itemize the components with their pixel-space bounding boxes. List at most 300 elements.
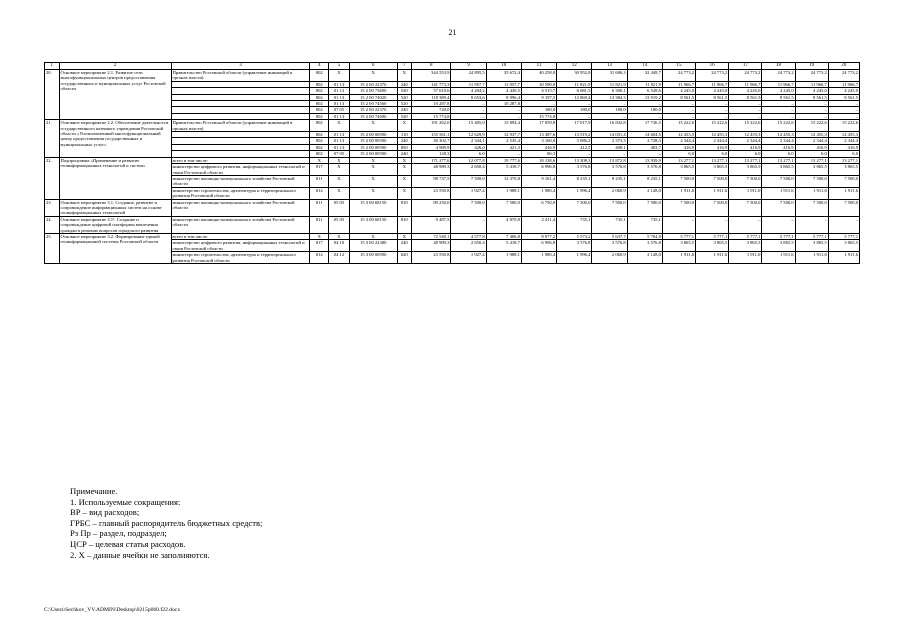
amount-cell: 416,9: [729, 144, 762, 150]
amount-cell: 3 865,5: [795, 164, 828, 176]
amount-cell: 720,0: [412, 107, 451, 113]
column-number-cell: 2: [59, 63, 171, 70]
amount-cell: 13 277,1: [795, 157, 828, 163]
amount-cell: –: [762, 216, 795, 233]
amount-cell: 6 300,1: [592, 88, 627, 94]
amount-cell: 12 455,3: [828, 132, 859, 138]
amount-cell: 4 989,9: [412, 144, 451, 150]
amount-cell: 10 287,8: [486, 101, 521, 107]
code-cell: 110: [397, 132, 412, 138]
code-cell: X: [349, 157, 397, 163]
amount-cell: –: [592, 101, 627, 107]
code-cell: X: [310, 157, 329, 163]
amount-cell: 35 672,4: [486, 70, 521, 82]
amount-cell: 8 561,5: [662, 94, 695, 100]
amount-cell: 18 138,6: [521, 157, 556, 163]
note-line: 1. Используемые сокращения:: [70, 496, 181, 507]
amount-cell: 8 996,4: [486, 94, 521, 100]
row-number: 22.: [45, 157, 60, 199]
code-cell: X: [397, 175, 412, 187]
amount-cell: 7 500,0: [696, 199, 729, 216]
amount-cell: 4 284,2: [451, 88, 486, 94]
amount-cell: 32 449,7: [627, 70, 662, 82]
code-cell: 15 2 00 74560: [349, 101, 397, 107]
amount-cell: 2 650,4: [451, 240, 486, 252]
amount-cell: 2 344,1: [451, 138, 486, 144]
amount-cell: 31 686,3: [592, 70, 627, 82]
amount-cell: 7 500,0: [451, 175, 486, 187]
amount-cell: 7 500,0: [762, 175, 795, 187]
amount-cell: 15 222,6: [762, 120, 795, 132]
amount-cell: 15 222,6: [729, 120, 762, 132]
amount-cell: –: [762, 101, 795, 107]
amount-cell: 3 865,5: [762, 164, 795, 176]
column-number-cell: 17: [729, 63, 762, 70]
amount-cell: 1 988,1: [486, 187, 521, 199]
amount-cell: 1 996,4: [557, 252, 592, 264]
amount-cell: 5 418,7: [486, 164, 521, 176]
amount-cell: 6 750,0: [521, 199, 556, 216]
code-cell: 01 13: [329, 101, 350, 107]
column-number-cell: 3: [171, 63, 310, 70]
budget-table: [44, 62, 860, 264]
amount-cell: 4 430,5: [486, 88, 521, 94]
amount-cell: 13 277,1: [696, 157, 729, 163]
amount-cell: 2 060,9: [592, 187, 627, 199]
row-number: 24.: [45, 216, 60, 233]
amount-cell: 12 370,8: [486, 175, 521, 187]
notes-block: [70, 486, 262, 560]
code-cell: X: [397, 120, 412, 132]
amount-cell: –: [729, 216, 762, 233]
amount-cell: 3 865,5: [696, 240, 729, 252]
amount-cell: 416,9: [696, 144, 729, 150]
amount-cell: 8 561,5: [729, 94, 762, 100]
amount-cell: 3 576,8: [627, 164, 662, 176]
amount-cell: 8 653,6: [451, 94, 486, 100]
amount-cell: 3 865,5: [828, 164, 859, 176]
amount-cell: 12 869,4: [557, 94, 592, 100]
executor-cell: всего в том числе:: [171, 233, 310, 239]
amount-cell: 8 977,2: [521, 233, 556, 239]
amount-cell: –: [451, 113, 486, 119]
code-cell: 802: [310, 138, 329, 144]
amount-cell: 408,1: [592, 144, 627, 150]
amount-cell: 11 966,7: [762, 81, 795, 87]
program-name: Подпрограмма «Применение и развитие геоинформационных технологий и систем»: [59, 157, 171, 199]
amount-cell: 7 500,0: [828, 199, 859, 216]
amount-cell: 1 911,6: [795, 252, 828, 264]
amount-cell: 23 550,8: [412, 252, 451, 264]
amount-cell: 14 604,5: [627, 132, 662, 138]
code-cell: X: [397, 70, 412, 82]
code-cell: 817: [310, 164, 329, 176]
amount-cell: 3 865,5: [729, 240, 762, 252]
amount-cell: –: [828, 216, 859, 233]
code-cell: X: [349, 187, 397, 199]
amount-cell: –: [729, 101, 762, 107]
amount-cell: 13 384,3: [592, 94, 627, 100]
amount-cell: 48 989,3: [412, 240, 451, 252]
amount-cell: –: [662, 216, 695, 233]
table-row: [45, 199, 860, 216]
program-name: Основное мероприятие 2.1. Развитие сети многофункциональных центров предоставления государственных и муниципальных услуг Ростовской области: [59, 70, 171, 120]
executor-cell: министерство цифрового развития, информационных технологий и связи Ростовской области: [171, 164, 310, 176]
column-number-cell: 15: [662, 63, 695, 70]
amount-cell: 5 777,1: [696, 233, 729, 239]
amount-cell: 12 455,3: [696, 132, 729, 138]
code-cell: 620: [397, 252, 412, 264]
amount-cell: –: [795, 113, 828, 119]
code-cell: 240: [397, 240, 412, 252]
row-number: 23.: [45, 199, 60, 216]
code-cell: 07 05: [329, 151, 350, 157]
amount-cell: –: [451, 216, 486, 233]
amount-cell: 40 258,0: [521, 70, 556, 82]
amount-cell: 12 455,3: [762, 132, 795, 138]
amount-cell: 8 235,1: [557, 175, 592, 187]
amount-cell: 2 060,9: [592, 252, 627, 264]
amount-cell: 11 821,9: [592, 81, 627, 87]
row-number: 21.: [45, 120, 60, 157]
amount-cell: 6 081,5: [557, 88, 592, 94]
amount-cell: 11 966,7: [828, 81, 859, 87]
amount-cell: 6,0: [696, 151, 729, 157]
amount-cell: 24 773,2: [795, 70, 828, 82]
amount-cell: 421,3: [486, 144, 521, 150]
amount-cell: –: [696, 113, 729, 119]
amount-cell: 11 821,9: [627, 81, 662, 87]
code-cell: 05 05: [329, 199, 350, 216]
amount-cell: –: [662, 101, 695, 107]
amount-cell: 7 500,0: [627, 199, 662, 216]
amount-cell: 98 737,5: [412, 175, 451, 187]
amount-cell: 6 528,6: [627, 88, 662, 94]
row-number: 20.: [45, 70, 60, 120]
amount-cell: 7 500,0: [729, 175, 762, 187]
amount-cell: 2 344,4: [828, 138, 859, 144]
column-number-cell: 10: [486, 63, 521, 70]
amount-cell: 24 773,2: [762, 70, 795, 82]
code-cell: 01 13: [329, 88, 350, 94]
code-cell: X: [349, 70, 397, 82]
code-cell: X: [397, 187, 412, 199]
amount-cell: 4 870,8: [486, 216, 521, 233]
amount-cell: 23 550,8: [412, 187, 451, 199]
amount-cell: 180,0: [592, 107, 627, 113]
amount-cell: 11 821,9: [557, 81, 592, 87]
amount-cell: 2 344,4: [762, 138, 795, 144]
amount-cell: 9 161,4: [521, 175, 556, 187]
code-cell: 802: [310, 81, 329, 87]
executor-cell: министерство строительства, архитектуры и территориального развития Ростовской области: [171, 252, 310, 264]
code-cell: 812: [310, 252, 329, 264]
amount-cell: 7 500,0: [828, 175, 859, 187]
amount-cell: 16 832,8: [592, 120, 627, 132]
amount-cell: 5 777,1: [729, 233, 762, 239]
amount-cell: 128,3: [412, 151, 451, 157]
amount-cell: –: [795, 107, 828, 113]
amount-cell: 3 160,0: [521, 138, 556, 144]
amount-cell: 412,5: [557, 144, 592, 150]
code-cell: 520: [397, 113, 412, 119]
amount-cell: 2 535,4: [486, 138, 521, 144]
amount-cell: 4 245,0: [795, 88, 828, 94]
code-cell: 811: [310, 175, 329, 187]
code-cell: 240: [397, 107, 412, 113]
code-cell: 520: [397, 88, 412, 94]
page-number: 21: [448, 28, 457, 37]
code-cell: X: [310, 233, 329, 239]
amount-cell: 12 937,7: [486, 132, 521, 138]
code-cell: 15 2 00 00590: [349, 144, 397, 150]
executor-cell: Правительство Ростовской области (управление инноваций в органах власти): [171, 70, 310, 82]
executor-cell: Правительство Ростовской области (управление инноваций в органах власти): [171, 120, 310, 132]
amount-cell: –: [451, 101, 486, 107]
amount-cell: 6,0: [451, 151, 486, 157]
code-cell: 04 12: [329, 252, 350, 264]
amount-cell: 11 966,7: [662, 81, 695, 87]
amount-cell: –: [592, 113, 627, 119]
amount-cell: 1 927,4: [451, 187, 486, 199]
amount-cell: –: [627, 101, 662, 107]
amount-cell: 48 989,3: [412, 164, 451, 176]
amount-cell: 1 911,6: [762, 187, 795, 199]
amount-cell: 7 500,0: [451, 199, 486, 216]
amount-cell: 24 773,2: [696, 70, 729, 82]
executor-cell: министерство цифрового развития, информационных технологий и связи Ростовской области: [171, 240, 310, 252]
amount-cell: 13 387,6: [521, 132, 556, 138]
amount-cell: 13 939,9: [627, 157, 662, 163]
amount-cell: 4 515,7: [521, 88, 556, 94]
amount-cell: 10 590,0: [521, 81, 556, 87]
amount-cell: –: [696, 107, 729, 113]
code-cell: X: [349, 164, 397, 176]
code-cell: 01 13: [329, 144, 350, 150]
amount-cell: –: [729, 113, 762, 119]
amount-cell: 11 957,7: [486, 81, 521, 87]
amount-cell: 4 245,0: [662, 88, 695, 94]
amount-cell: 15 222,6: [795, 120, 828, 132]
amount-cell: 2 128,0: [627, 252, 662, 264]
code-cell: 01 13: [329, 81, 350, 87]
amount-cell: –: [828, 107, 859, 113]
amount-cell: 416,9: [828, 144, 859, 150]
amount-cell: –: [557, 151, 592, 157]
table-row: [45, 120, 860, 132]
code-cell: 15 2 00 00590: [349, 138, 397, 144]
amount-cell: –: [662, 107, 695, 113]
amount-cell: 180,0: [557, 107, 592, 113]
table-row: [45, 216, 860, 233]
code-cell: X: [349, 175, 397, 187]
column-number-row: [45, 63, 860, 70]
code-cell: 01 13: [329, 132, 350, 138]
amount-cell: 14 051,4: [592, 132, 627, 138]
amount-cell: 2 128,0: [627, 187, 662, 199]
amount-cell: 1 980,4: [521, 252, 556, 264]
code-cell: 15 2 00 22370: [349, 81, 397, 87]
amount-cell: 416,9: [795, 144, 828, 150]
code-cell: X: [329, 187, 350, 199]
amount-cell: 4 245,0: [696, 88, 729, 94]
code-cell: 520: [397, 94, 412, 100]
amount-cell: 3 865,5: [729, 164, 762, 176]
code-cell: 240: [397, 81, 412, 87]
column-number-cell: 4: [310, 63, 329, 70]
amount-cell: 4 577,8: [451, 233, 486, 239]
column-number-cell: 16: [696, 63, 729, 70]
amount-cell: 8 561,5: [795, 94, 828, 100]
amount-cell: 6,0: [828, 151, 859, 157]
amount-cell: 1 911,6: [662, 187, 695, 199]
amount-cell: 13 308,3: [557, 157, 592, 163]
code-cell: 15 2 00 22370: [349, 107, 397, 113]
amount-cell: 3 576,8: [592, 164, 627, 176]
amount-cell: 1 988,1: [486, 252, 521, 264]
amount-cell: 17 017,9: [557, 120, 592, 132]
amount-cell: 3 865,5: [828, 240, 859, 252]
amount-cell: 15 774,8: [412, 113, 451, 119]
column-number-cell: 11: [521, 63, 556, 70]
amount-cell: 5 777,1: [795, 233, 828, 239]
amount-cell: 12 455,3: [795, 132, 828, 138]
amount-cell: 12 455,3: [729, 132, 762, 138]
amount-cell: 2 344,4: [795, 138, 828, 144]
amount-cell: 1 911,6: [696, 187, 729, 199]
amount-cell: 155 561,1: [412, 132, 451, 138]
executor-cell: министерство жилищно-коммунального хозяйства Ростовской области: [171, 199, 310, 216]
row-number: 25.: [45, 233, 60, 263]
code-cell: 15 3 00 22380: [349, 240, 397, 252]
code-cell: X: [397, 233, 412, 239]
code-cell: 15 2 00 00590: [349, 151, 397, 157]
code-cell: 05 05: [329, 216, 350, 233]
program-name: Основное мероприятие 3.1. Создание, развитие и сопровождение информационных систем на основе геоинформационных технологий: [59, 199, 171, 216]
amount-cell: 3 865,5: [762, 240, 795, 252]
code-cell: 15 2 00 00590: [349, 132, 397, 138]
amount-cell: 11 966,7: [729, 81, 762, 87]
amount-cell: 15 222,6: [696, 120, 729, 132]
amount-cell: 24 773,2: [662, 70, 695, 82]
amount-cell: 17 736,5: [627, 120, 662, 132]
amount-cell: 1 911,6: [729, 187, 762, 199]
amount-cell: –: [557, 101, 592, 107]
amount-cell: 4 245,0: [762, 88, 795, 94]
amount-cell: 1 911,6: [729, 252, 762, 264]
column-number-cell: 20: [828, 63, 859, 70]
amount-cell: 2 344,4: [696, 138, 729, 144]
amount-cell: 7 500,0: [795, 175, 828, 187]
amount-cell: 30 952,8: [557, 70, 592, 82]
amount-cell: –: [627, 113, 662, 119]
amount-cell: 3 576,8: [627, 240, 662, 252]
amount-cell: –: [696, 216, 729, 233]
executor-cell: министерство жилищно-коммунального хозяйства Ростовской области: [171, 216, 310, 233]
note-line: ГРБС – главный распорядитель бюджетных средств;: [70, 517, 263, 528]
amount-cell: 15 222,6: [828, 120, 859, 132]
amount-cell: 416,9: [662, 144, 695, 150]
amount-cell: 5 777,1: [762, 233, 795, 239]
amount-cell: 2 650,4: [451, 164, 486, 176]
code-cell: 811: [310, 216, 329, 233]
amount-cell: 4 245,0: [828, 88, 859, 94]
amount-cell: –: [828, 113, 859, 119]
amount-cell: 3 865,5: [662, 164, 695, 176]
column-number-cell: 8: [412, 63, 451, 70]
amount-cell: 11 957,7: [451, 81, 486, 87]
amount-cell: –: [521, 101, 556, 107]
amount-cell: 89 250,0: [412, 199, 451, 216]
amount-cell: 5 573,2: [557, 233, 592, 239]
code-cell: 802: [310, 70, 329, 82]
amount-cell: –: [696, 101, 729, 107]
amount-cell: 7 500,0: [557, 199, 592, 216]
code-cell: X: [329, 233, 350, 239]
amount-cell: 6,0: [729, 151, 762, 157]
column-number-cell: 5: [329, 63, 350, 70]
code-cell: X: [349, 120, 397, 132]
code-cell: 802: [310, 120, 329, 132]
amount-cell: 13 277,1: [762, 157, 795, 163]
amount-cell: 7 500,0: [795, 199, 828, 216]
amount-cell: –: [486, 107, 521, 113]
code-cell: X: [329, 164, 350, 176]
amount-cell: 6 996,8: [521, 240, 556, 252]
code-cell: X: [329, 120, 350, 132]
code-cell: 01 13: [329, 94, 350, 100]
code-cell: X: [349, 233, 397, 239]
amount-cell: 5 418,7: [486, 240, 521, 252]
amount-cell: 57 610,6: [412, 88, 451, 94]
amount-cell: –: [762, 107, 795, 113]
column-number-cell: 12: [557, 63, 592, 70]
amount-cell: 17 059,8: [521, 120, 556, 132]
code-cell: 240: [397, 138, 412, 144]
amount-cell: 118 389,4: [412, 94, 451, 100]
code-cell: 810: [397, 216, 412, 233]
column-number-cell: 18: [762, 63, 795, 70]
amount-cell: 3 865,5: [662, 240, 695, 252]
amount-cell: 7 500,0: [662, 175, 695, 187]
program-name: Основное мероприятие 3.2. Формирование единой геоинформационной системы Ростовской области: [59, 233, 171, 263]
amount-cell: 13 872,8: [592, 157, 627, 163]
note-line: ЦСР – целевая статья расходов.: [70, 538, 186, 549]
executor-cell: министерство жилищно-коммунального хозяйства Ростовской области: [171, 175, 310, 187]
code-cell: 15 3 00 00590: [349, 252, 397, 264]
note-line: 2. Х – данные ячейки не заполняются.: [70, 549, 210, 560]
amount-cell: –: [451, 107, 486, 113]
amount-cell: 11 966,7: [795, 81, 828, 87]
amount-cell: 4 245,0: [729, 88, 762, 94]
amount-cell: 735,1: [627, 216, 662, 233]
code-cell: 810: [397, 199, 412, 216]
amount-cell: 416,9: [521, 144, 556, 150]
amount-cell: 3 865,5: [696, 164, 729, 176]
code-cell: 01 13: [329, 113, 350, 119]
amount-cell: 403,7: [627, 144, 662, 150]
column-number-cell: 6: [349, 63, 397, 70]
amount-cell: 2 411,4: [521, 216, 556, 233]
column-number-cell: 14: [627, 63, 662, 70]
amount-cell: 416,9: [762, 144, 795, 150]
table-row: [45, 70, 860, 82]
code-cell: X: [329, 157, 350, 163]
amount-cell: 3 865,5: [795, 240, 828, 252]
table-body: [45, 63, 860, 264]
amount-cell: 1 911,6: [828, 252, 859, 264]
amount-cell: 1 911,6: [828, 187, 859, 199]
